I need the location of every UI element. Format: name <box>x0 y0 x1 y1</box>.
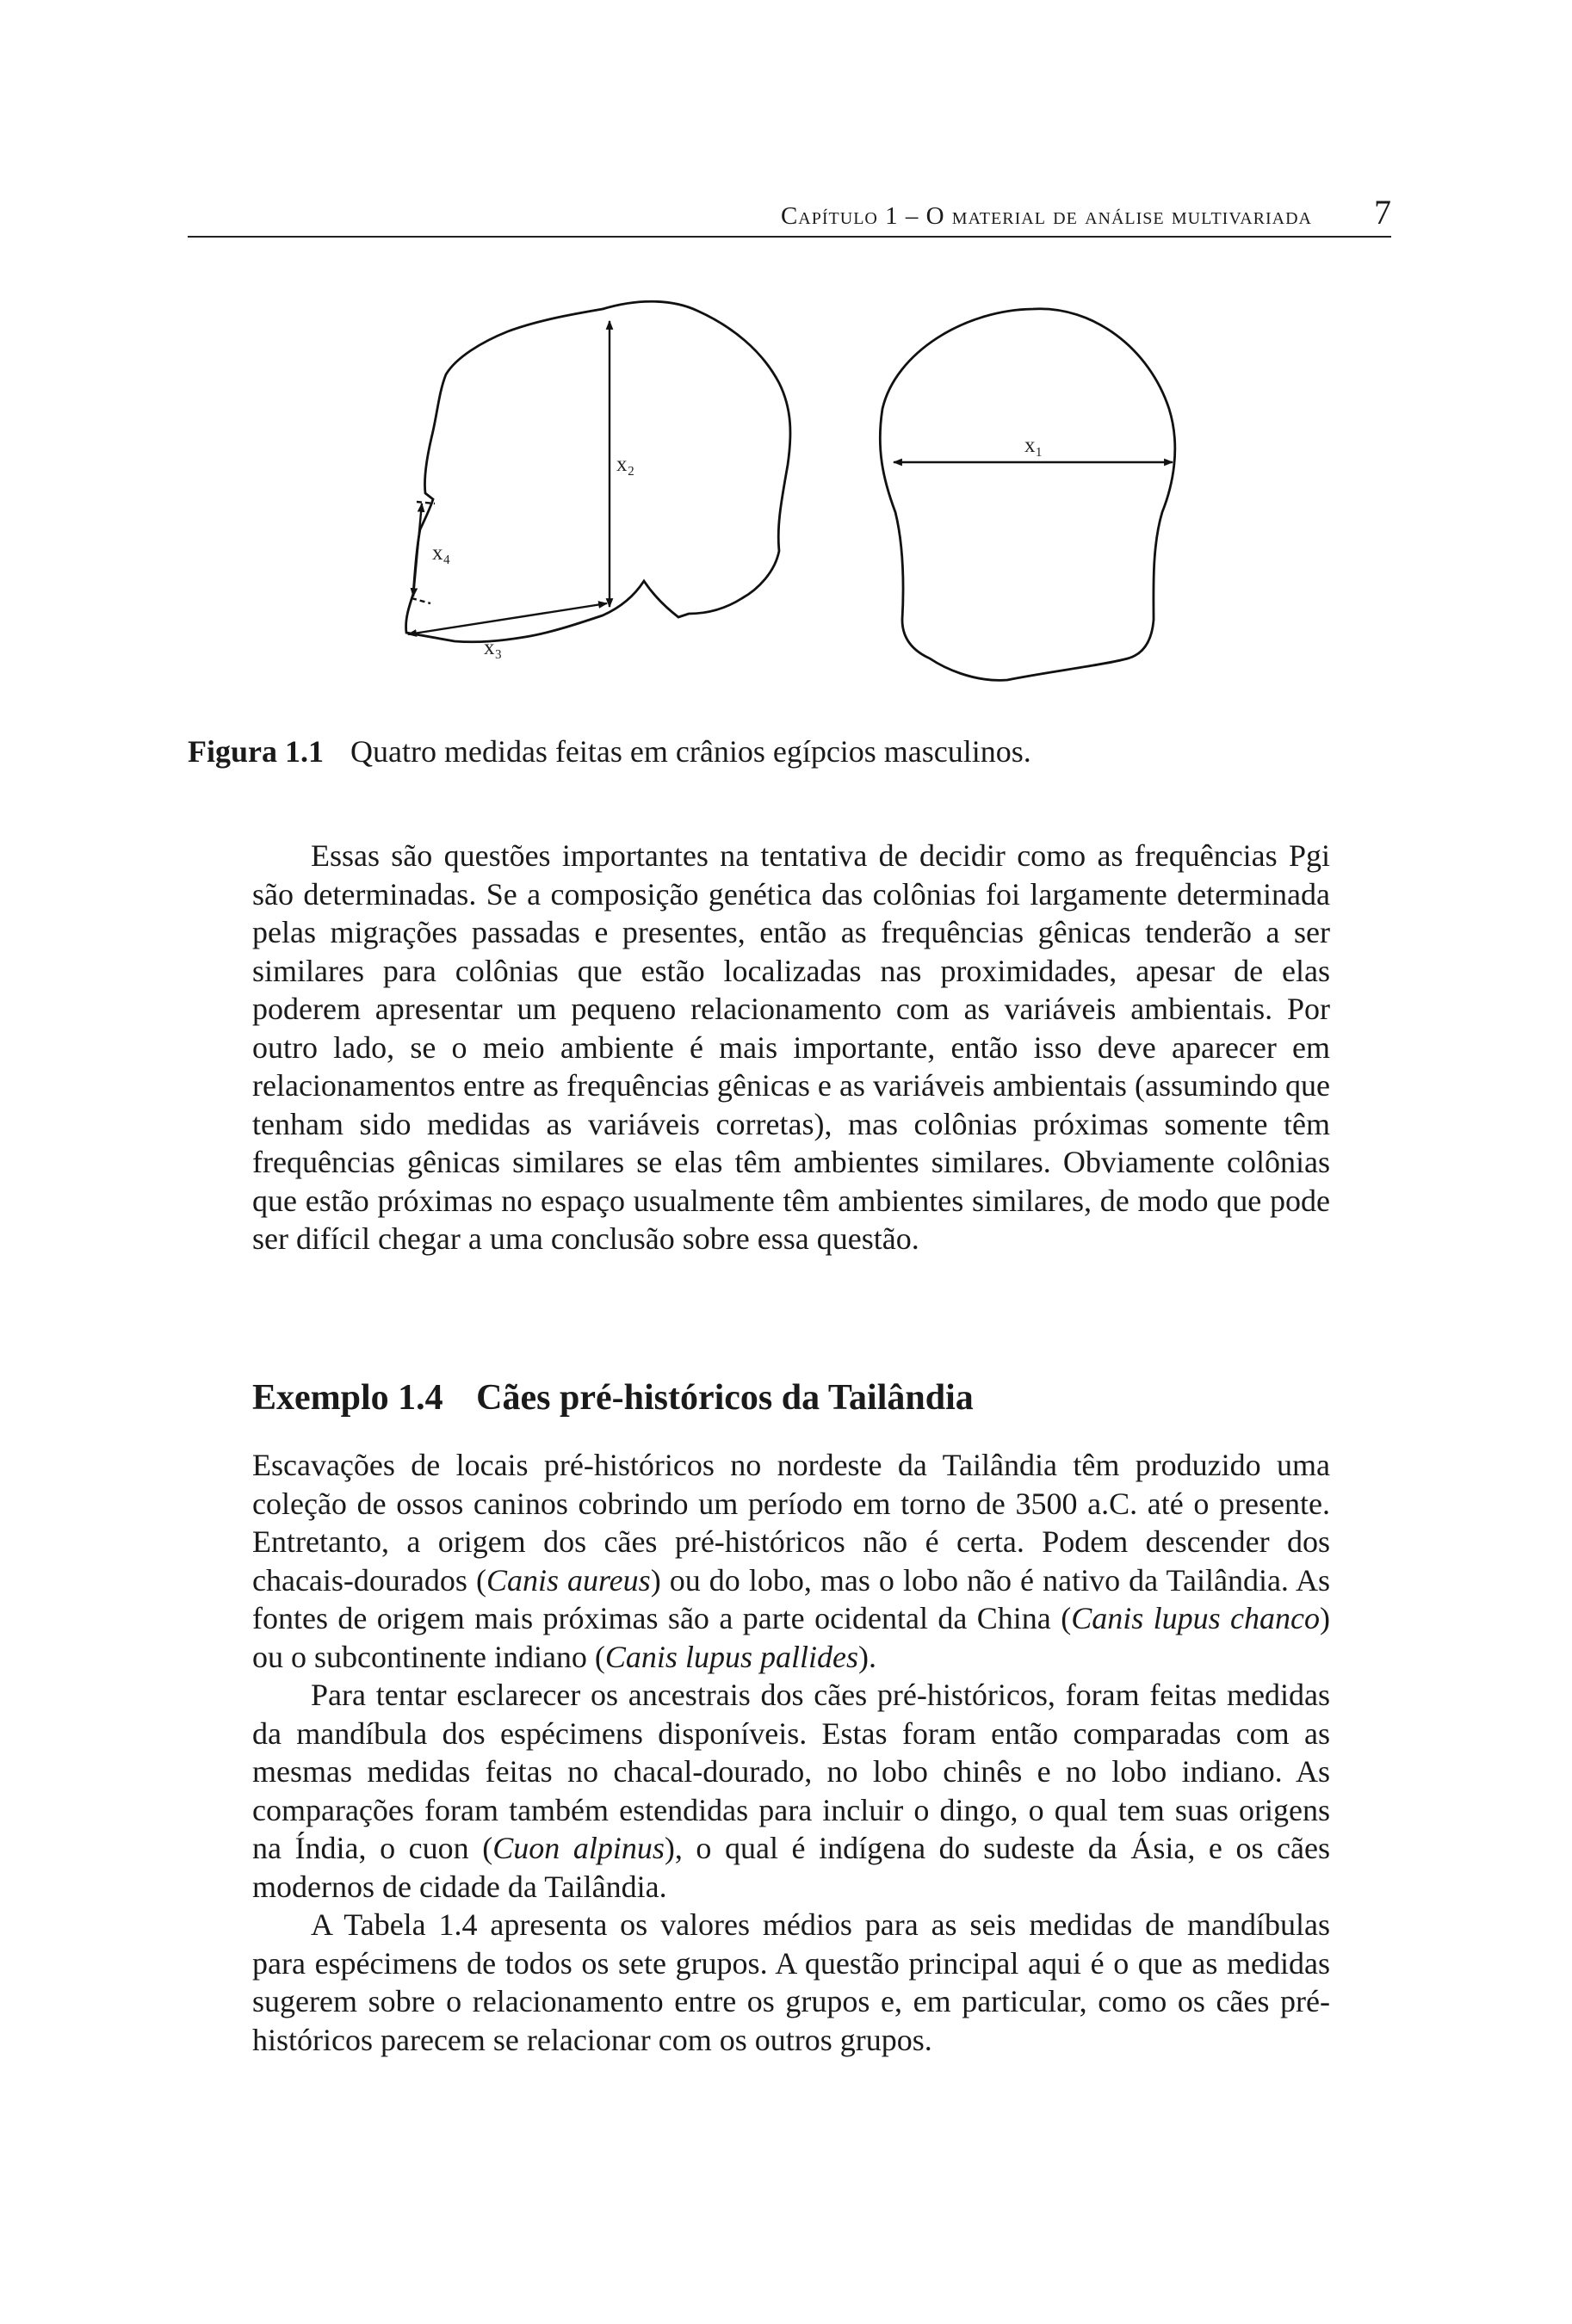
label-x3: x₃ <box>484 636 503 659</box>
paragraph: Essas são questões importantes na tentativa de decidir como as frequências Pgi são determinadas. Se a composição genética das colônias foi largamente determinada pelas migrações passadas e presentes, então as frequências gênicas tenderão a ser similares para colônias que estão localizadas nas proximidades, apesar de elas poderem apresentar um pequeno relacionamento com as variáveis ambientais. Por outro lado, se o meio ambiente é mais importante, então isso deve aparecer em relacionamentos entre as frequências gênicas e as variáveis ambientais (assumindo que tenham sido medidas as variáveis corretas), mas colônias próximas somente têm frequências gênicas similares se elas têm ambientes similares. Obviamente colônias que estão próximas no espaço usualmente têm ambientes similares, de modo que pode ser difícil chegar a uma conclusão sobre essa questão. <box>252 838 1330 1256</box>
figure-caption <box>188 733 1391 770</box>
label-x2: x₂ <box>616 453 635 476</box>
section-heading <box>252 1377 974 1419</box>
text-run: ). <box>857 1639 876 1674</box>
species-name: Canis aureus <box>486 1562 651 1598</box>
running-title: Capítulo 1 – O material de análise multivariada <box>780 202 1312 230</box>
skull-front-outline <box>880 309 1175 681</box>
skull-measurements-figure <box>344 288 1240 719</box>
measure-x3 <box>408 603 607 634</box>
paragraph <box>252 1446 1330 1676</box>
text-run: Para tentar esclarecer os ancestrais dos cães pré-históricos, foram feitas medidas da mandíbula dos espécimens disponíveis. Estas foram então comparadas com as mesmas medidas feitas no chacal-dourado, no lobo chinês e no lobo indiano. As comparações foram também estendidas para incluir o dingo, o qual tem suas origens na Índia, o cuon ( <box>252 1678 1330 1865</box>
text-run: ), o qual é indígena do sudeste da Ásia, e os cães modernos de cidade da Tailândia. <box>252 1831 1330 1904</box>
text-run: Escavações de locais pré-históricos no nordeste da Tailândia têm produzido uma coleção de ossos caninos cobrindo um período em torno de 3500 a.C. até o presente. Entretanto, a origem dos cães pré-históricos não é certa. Podem descender dos chacais-dourados ( <box>252 1448 1330 1598</box>
text-run: ) ou o subcontinente indiano ( <box>252 1601 1330 1674</box>
figure-caption-text: Quatro medidas feitas em crânios egípcios masculinos. <box>350 734 1031 769</box>
measure-x4 <box>413 504 422 596</box>
paragraph-block-1 <box>252 837 1330 1258</box>
text-run: ) ou do lobo, mas o lobo não é nativo da Tailândia. As fontes de origem mais próximas são a parte ocidental da China ( <box>252 1562 1330 1635</box>
paragraph: A Tabela 1.4 apresenta os valores médios para as seis medidas de mandíbulas para espécimens de todos os sete grupos. A questão principal aqui é o que as medidas sugerem sobre o relacionamento entre os grupos e, em particular, como os cães pré-históricos parecem se relacionar com os outros grupos. <box>252 1907 1330 2057</box>
running-header <box>188 188 1391 238</box>
label-x1: x₁ <box>1024 434 1043 457</box>
species-name: Canis lupus pallides <box>604 1639 858 1674</box>
section-number: Exemplo 1.4 <box>252 1378 443 1418</box>
x4-tick-bottom <box>412 598 430 603</box>
paragraph <box>252 1676 1330 1906</box>
figure-caption-label: Figura 1.1 <box>188 734 324 769</box>
section-body <box>252 1446 1330 2059</box>
page-number: 7 <box>1374 193 1391 232</box>
label-x4: x₄ <box>432 541 451 565</box>
section-title: Cães pré-históricos da Tailândia <box>476 1378 974 1418</box>
species-name: Cuon alpinus <box>492 1831 665 1865</box>
species-name: Canis lupus chanco <box>1071 1601 1320 1635</box>
skull-side-outline <box>406 301 790 642</box>
